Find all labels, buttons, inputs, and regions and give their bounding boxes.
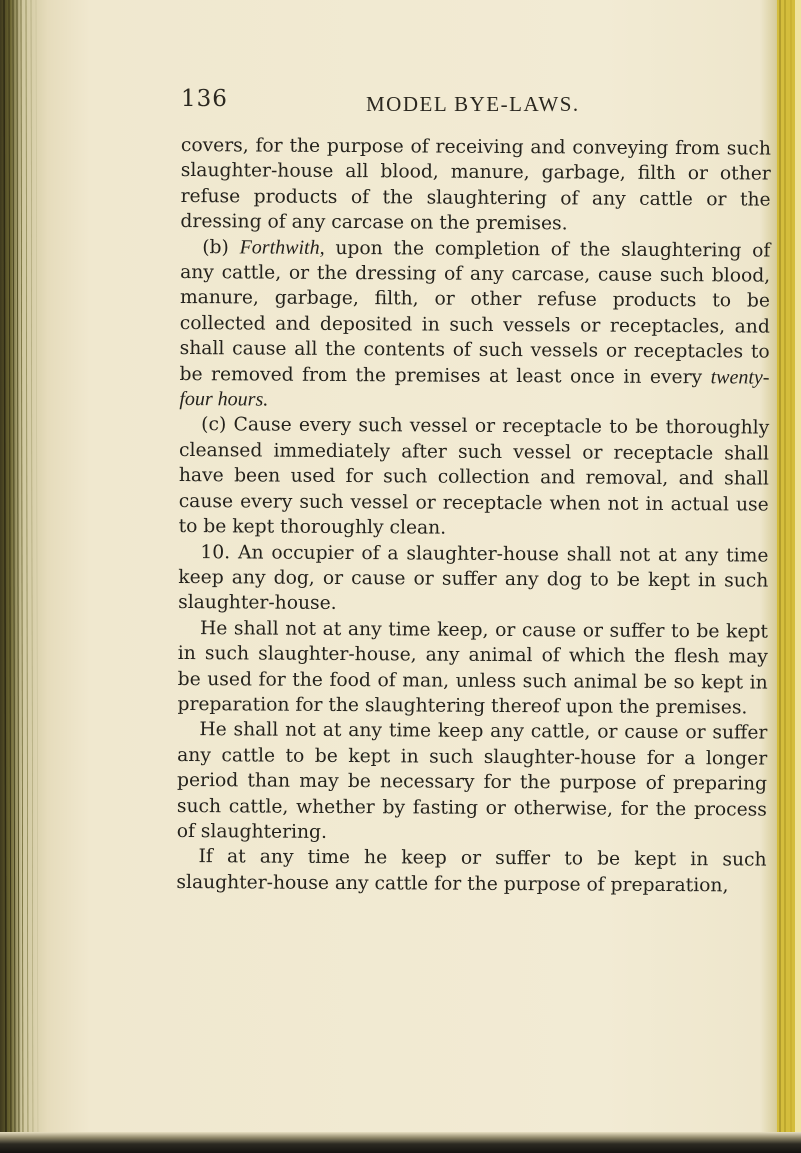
running-title: MODEL BYE-LAWS. <box>366 92 580 116</box>
paragraph-text: upon the completion of the slaughtering of any cattle, or the dressing of any carcase, cause such blood, manure, garbage, filth, or other refuse products to be collected and deposited in such vessels or receptacles, and shall cause all the contents of such vessels or receptacles to be removed from the premises at least once in every <box>179 237 771 388</box>
italic-term: twenty-four hours. <box>179 365 770 411</box>
paragraph <box>179 412 770 543</box>
paragraph-text: 10. An occupier of a slaughter-house shall not at any time keep any dog, or cause or suffer any dog to be kept in such slaughter-house. <box>178 541 769 615</box>
page-header <box>181 86 621 126</box>
paragraph <box>178 539 768 619</box>
paragraph <box>180 133 771 238</box>
page-number: 136 <box>181 86 228 112</box>
paragraph <box>176 844 766 898</box>
italic-term: Forthwith, <box>239 235 325 259</box>
paragraph-text: He shall not at any time keep, or cause or suffer to be kept in such slaughter-house, any animal of which the flesh may be used for the food of man, unless such animal be so kept in preparation for the slaughtering thereof upon the premises. <box>177 617 769 719</box>
paragraph <box>177 717 768 848</box>
page-right-edge <box>777 0 801 1153</box>
paragraph-text: He shall not at any time keep any cattle, or cause or suffer any cattle to be kept in such slaughter-house for a longer period than may be necessary for the purpose of preparing such cattle, whether by fasting or otherwise, for the process of slaughtering. <box>176 719 768 843</box>
page-body <box>176 133 771 899</box>
paragraph-lead: (b) <box>202 236 240 258</box>
page-bottom-shadow <box>0 1132 801 1153</box>
paragraph-text: (c) Cause every such vessel or receptacle to be thoroughly cleansed immediately after such vessel or receptacle shall have been used for such collection and removal, and shall cause every such vessel or receptacle when not in actual use to be kept thoroughly clean. <box>178 414 770 539</box>
paragraph <box>179 235 770 416</box>
paragraph-text: covers, for the purpose of receiving and conveying from such slaughter-house all blood, manure, garbage, filth or other refuse products of the slaughtering of any cattle or the dressing of any carcase on the premises. <box>180 134 771 235</box>
paragraph <box>177 616 768 721</box>
paragraph-text: If at any time he keep or suffer to be kept in such slaughter-house any cattle for the purpose of preparation, <box>176 846 767 897</box>
page-binding-edges <box>0 0 40 1153</box>
